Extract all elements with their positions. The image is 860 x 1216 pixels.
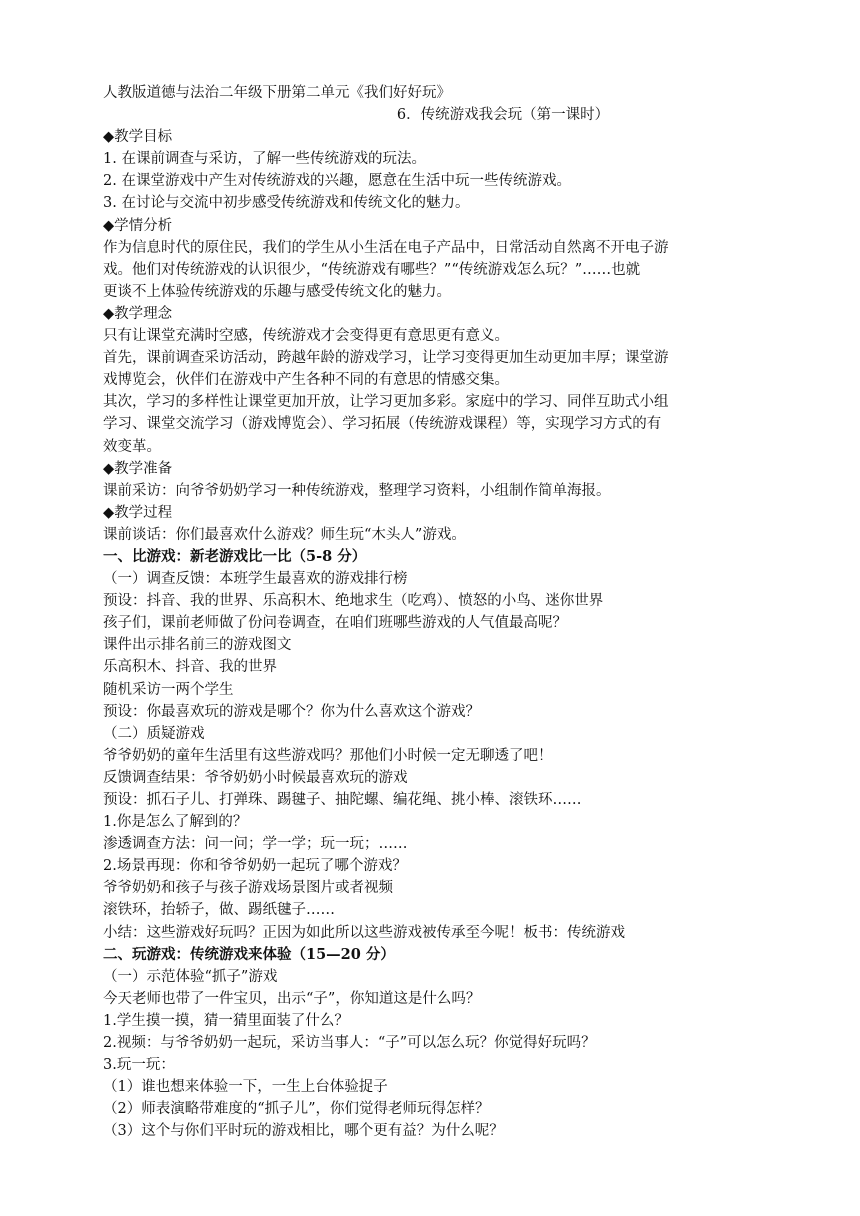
text-line: 2. 在课堂游戏中产生对传统游戏的兴趣，愿意在生活中玩一些传统游戏。: [103, 173, 571, 190]
text-line: （一）示范体验“抓子”游戏: [103, 968, 278, 985]
text-line: 爷爷奶奶和孩子与孩子游戏场景图片或者视频: [103, 880, 393, 897]
text-line: （3）这个与你们平时玩的游戏相比，哪个更有益？为什么呢？: [103, 1123, 504, 1140]
text-line: 乐高积木、抖音、我的世界: [103, 659, 277, 676]
document-body: [103, 126, 783, 1142]
text-line: 只有让课堂充满时空感，传统游戏才会变得更有意思更有意义。: [103, 328, 509, 345]
text-line: （二）质疑游戏: [103, 725, 205, 742]
text-line: 更谈不上体验传统游戏的乐趣与感受传统文化的魅力。: [103, 283, 451, 300]
text-line: 1. 在课前调查与采访，了解一些传统游戏的玩法。: [103, 151, 426, 168]
text-line: 课件出示排名前三的游戏图文: [103, 637, 292, 654]
text-line: 1.你是怎么了解到的？: [103, 814, 248, 831]
text-line: 课前谈话：你们最喜欢什么游戏？师生玩“木头人”游戏。: [103, 526, 466, 543]
lesson-title: 6．传统游戏我会玩（第一课时）: [396, 107, 610, 124]
text-line: 孩子们，课前老师做了份问卷调查，在咱们班哪些游戏的人气值最高呢？: [103, 615, 567, 632]
text-line: 学习、课堂交流学习（游戏博览会）、学习拓展（传统游戏课程）等，实现学习方式的有: [103, 416, 662, 433]
text-line: 1.学生摸一摸，猜一猜里面装了什么？: [103, 1012, 349, 1029]
text-line: ◆教学准备: [103, 460, 173, 477]
section-heading: 二、玩游戏：传统游戏来体验（15—20 分）: [103, 945, 395, 963]
text-line: 2.视频：与爷爷奶奶一起玩，采访当事人：“子”可以怎么玩？你觉得好玩吗？: [103, 1035, 596, 1052]
text-line: 反馈调查结果：爷爷奶奶小时候最喜欢玩的游戏: [103, 769, 408, 786]
text-line: 戏。他们对传统游戏的认识很少，“传统游戏有哪些？”“传统游戏怎么玩？”……也就: [103, 261, 641, 278]
text-line: 随机采访一两个学生: [103, 681, 234, 698]
text-line: 渗透调查方法：问一问；学一学；玩一玩；……: [103, 836, 408, 853]
text-line: 今天老师也带了一件宝贝，出示“子”，你知道这是什么吗？: [103, 990, 481, 1007]
section-heading: 一、比游戏：新老游戏比一比（5-8 分）: [103, 547, 367, 565]
document-page: [103, 82, 783, 1143]
text-line: ◆教学理念: [103, 305, 173, 322]
text-line: ◆教学目标: [103, 129, 173, 146]
text-line: 预设：抖音、我的世界、乐高积木、绝地求生（吃鸡）、愤怒的小鸟、迷你世界: [103, 593, 604, 610]
text-line: ◆学情分析: [103, 217, 173, 234]
text-line: 首先，课前调查采访活动，跨越年龄的游戏学习，让学习变得更加生动更加丰厚；课堂游: [103, 350, 669, 367]
text-line: 课前采访：向爷爷奶奶学习一种传统游戏，整理学习资料，小组制作简单海报。: [103, 482, 611, 499]
text-line: 效变革。: [103, 438, 161, 455]
text-line: ◆教学过程: [103, 504, 173, 521]
text-line: 预设：你最喜欢玩的游戏是哪个？你为什么喜欢这个游戏？: [103, 703, 480, 720]
text-line: 2.场景再现：你和爷爷奶奶一起玩了哪个游戏？: [103, 858, 407, 875]
text-line: 3. 在讨论与交流中初步感受传统游戏和传统文化的魅力。: [103, 195, 470, 212]
text-line: （一）调查反馈：本班学生最喜欢的游戏排行榜: [103, 571, 408, 588]
document-header: 人教版道德与法治二年级下册第二单元《我们好好玩》: [103, 85, 451, 101]
text-line: 小结：这些游戏好玩吗？正因为如此所以这些游戏被传承至今呢！板书：传统游戏: [103, 924, 625, 941]
text-line: 3.玩一玩：: [103, 1057, 175, 1074]
text-line: 滚铁环，抬轿子，做、踢纸毽子……: [103, 902, 335, 919]
text-line: （2）师表演略带难度的“抓子儿”，你们觉得老师玩得怎样？: [103, 1101, 490, 1118]
text-line: 预设：抓石子儿、打弹珠、踢毽子、抽陀螺、编花绳、挑小棒、滚铁环……: [103, 792, 582, 808]
text-line: 其次，学习的多样性让课堂更加开放，让学习更加多彩。家庭中的学习、同伴互助式小组: [103, 394, 669, 411]
text-line: 戏博览会，伙伴们在游戏中产生各种不同的有意思的情感交集。: [103, 372, 509, 389]
text-line: 作为信息时代的原住民，我们的学生从小生活在电子产品中，日常活动自然离不开电子游: [103, 239, 669, 256]
text-line: （1）谁也想来体验一下，一生上台体验捉子: [103, 1079, 388, 1096]
text-line: 爷爷奶奶的童年生活里有这些游戏吗？那他们小时候一定无聊透了吧！: [103, 747, 553, 764]
